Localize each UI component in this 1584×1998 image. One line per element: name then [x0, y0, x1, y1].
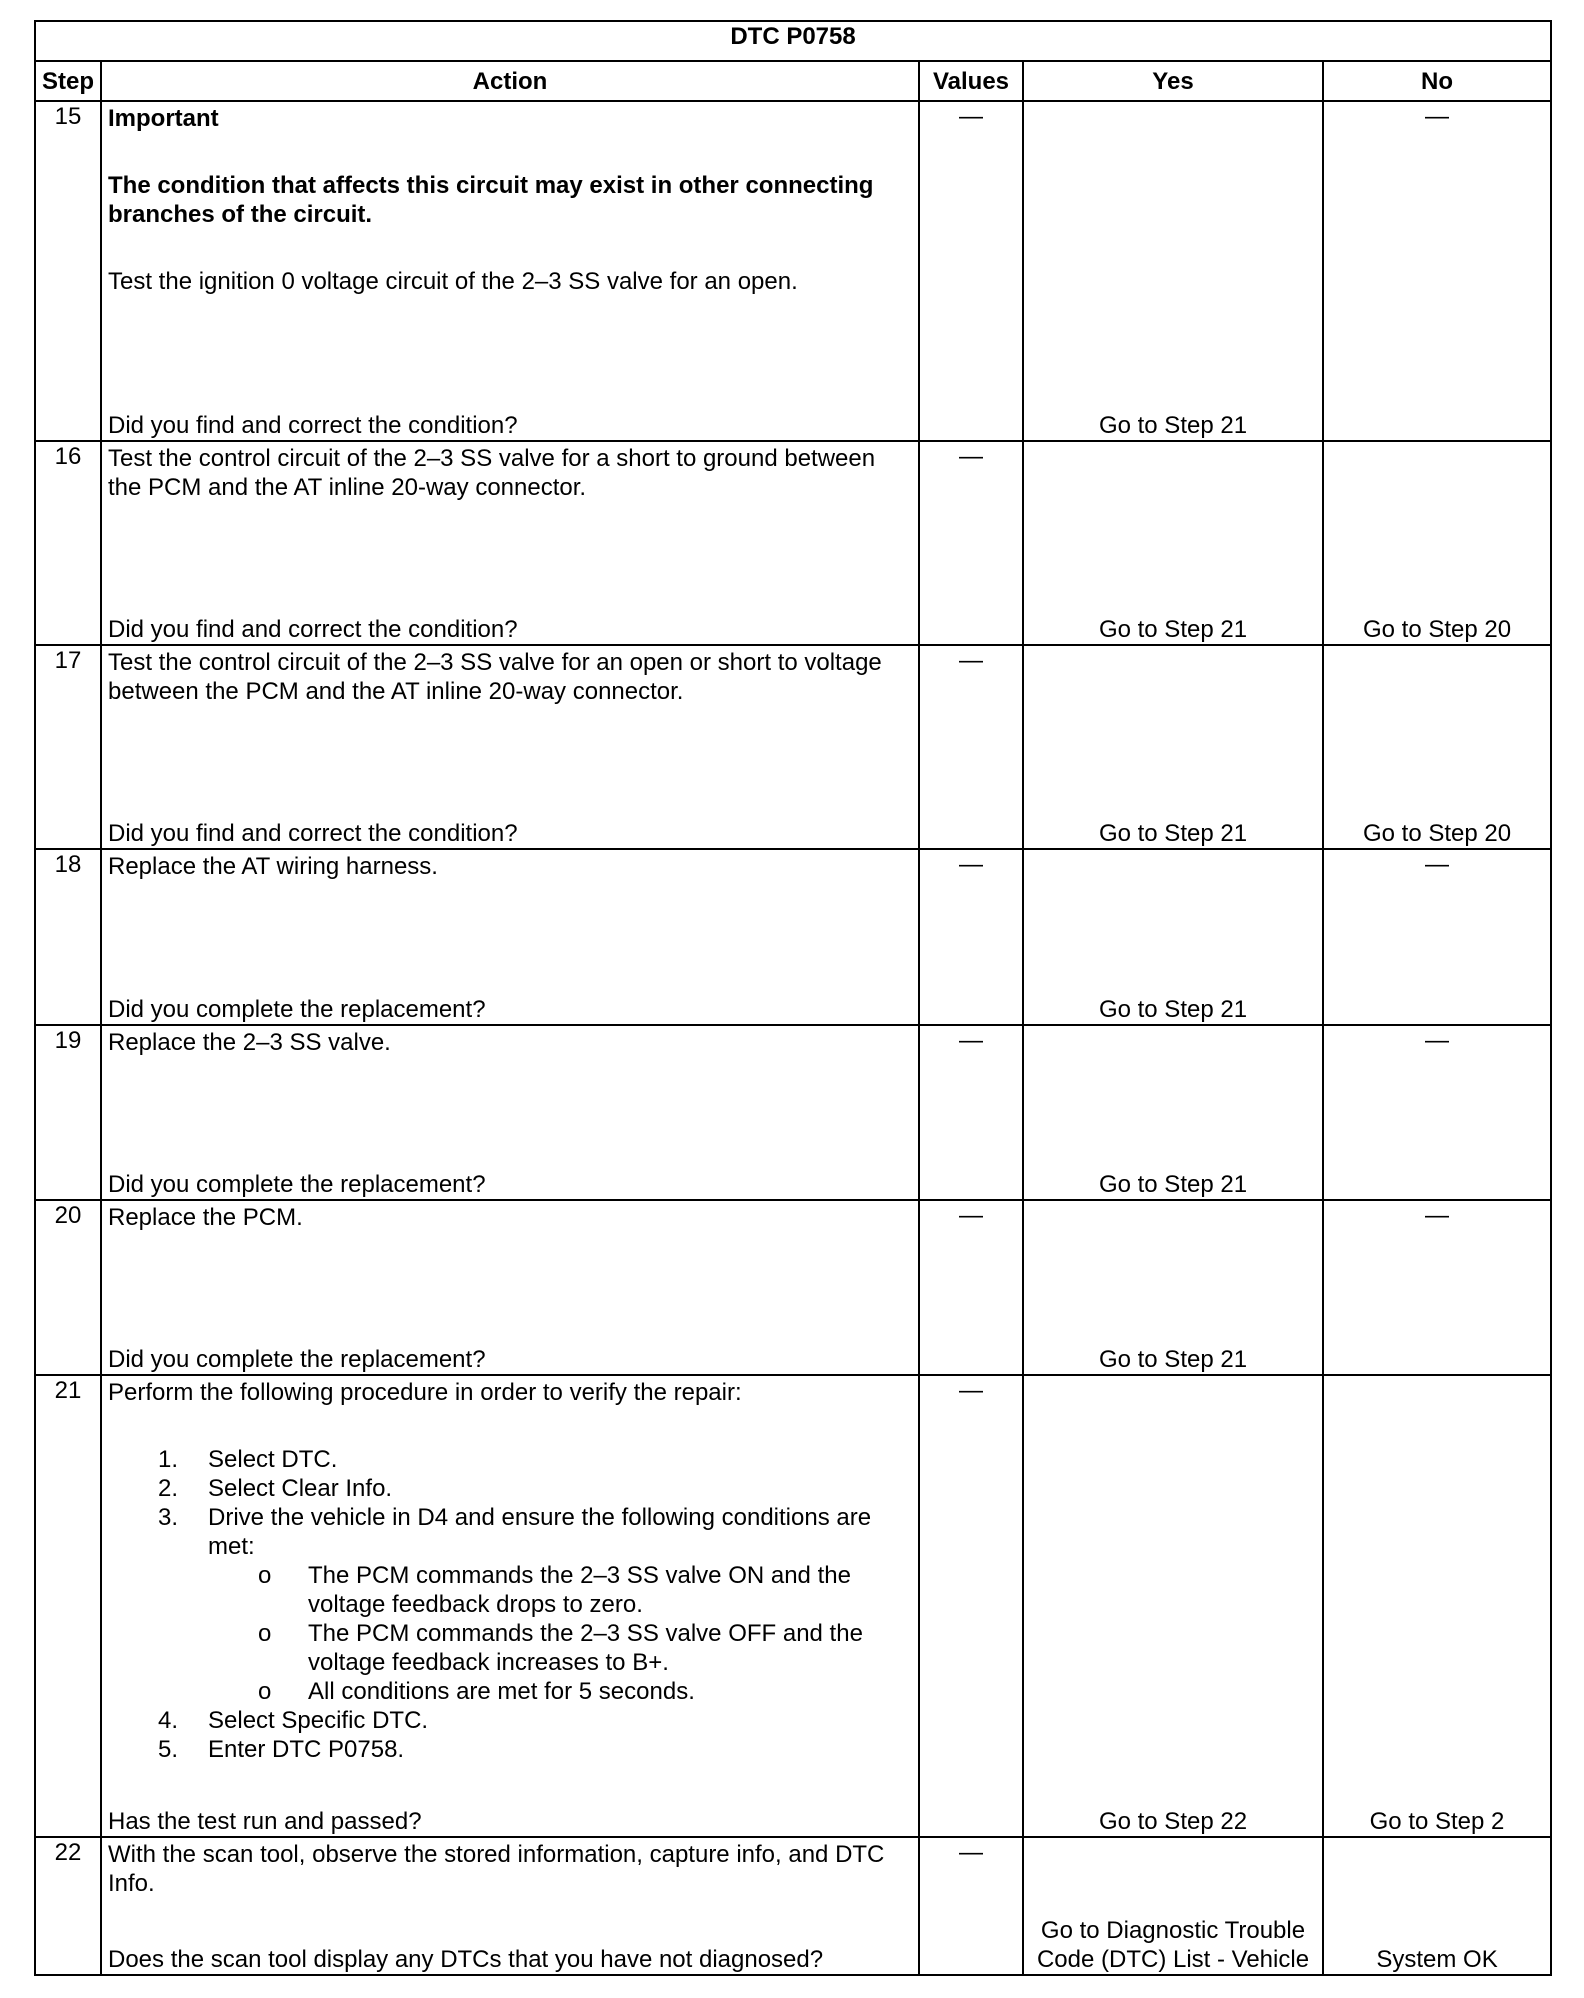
yes-cell: [1023, 645, 1323, 849]
condition-list: [208, 1561, 912, 1706]
table-row: [35, 645, 1551, 849]
no-cell: —: [1323, 1025, 1551, 1200]
list-item: 2. Select Clear Info.: [158, 1475, 393, 1502]
action-text: Test the ignition 0 voltage circuit of the 2–3 SS valve for an open.: [108, 268, 798, 295]
question-text: Did you complete the replacement?: [108, 1346, 486, 1373]
list-item: 4. Select Specific DTC.: [158, 1707, 429, 1734]
yes-text: Go to Step 21: [1098, 996, 1248, 1023]
yes-text: Go to Step 21: [1098, 820, 1248, 847]
yes-cell: [1023, 849, 1323, 1025]
value-cell: —: [919, 441, 1023, 645]
table-row: [35, 441, 1551, 645]
header-row: [35, 61, 1551, 101]
no-text: Go to Step 20: [1362, 616, 1512, 643]
table-row: [35, 849, 1551, 1025]
no-cell: [1323, 645, 1551, 849]
value-cell: —: [919, 645, 1023, 849]
table-row: [35, 1200, 1551, 1375]
list-item: o All conditions are met for 5 seconds.: [258, 1678, 695, 1705]
action-cell: [101, 1025, 919, 1200]
step-number: 20: [35, 1200, 101, 1375]
action-text: Replace the PCM.: [108, 1204, 303, 1231]
question-text: Did you find and correct the condition?: [108, 820, 518, 847]
question-text: Did you find and correct the condition?: [108, 616, 518, 643]
action-text: Perform the following procedure in order to verify the repair:: [108, 1379, 742, 1406]
header-step: Step: [35, 61, 101, 101]
no-cell: [1323, 441, 1551, 645]
no-cell: —: [1323, 1200, 1551, 1375]
header-yes: Yes: [1023, 61, 1323, 101]
yes-text: Go to Step 21: [1098, 1171, 1248, 1198]
yes-cell: [1023, 1837, 1323, 1975]
step-number: 16: [35, 441, 101, 645]
action-cell: [101, 1837, 919, 1975]
table-row: [35, 101, 1551, 441]
action-text: Test the control circuit of the 2–3 SS valve for a short to ground between the PCM and the AT inline 20-way connector.: [108, 445, 876, 501]
step-number: 18: [35, 849, 101, 1025]
question-text: Did you complete the replacement?: [108, 1171, 486, 1198]
list-item: 3. Drive the vehicle in D4 and ensure the following conditions are met: o The PCM commands the 2–3 SS valve ON and the voltage feedback drops to zero. o The PCM commands the 2–3 SS valve OFF and the voltage feedback increases to B+. o All conditions are met for 5 seconds.: [208, 1503, 912, 1706]
procedure-list: [108, 1445, 912, 1764]
header-values: Values: [919, 61, 1023, 101]
dtc-table: [34, 20, 1552, 1976]
important-notice: The condition that affects this circuit may exist in other connecting branches of the circuit.: [108, 172, 874, 228]
yes-cell: [1023, 1200, 1323, 1375]
list-item: 5. Enter DTC P0758.: [158, 1736, 405, 1763]
action-cell: [101, 1375, 919, 1837]
no-cell: [1323, 1375, 1551, 1837]
question-text: Did you complete the replacement?: [108, 996, 486, 1023]
action-cell: [101, 441, 919, 645]
action-text: Replace the 2–3 SS valve.: [108, 1029, 391, 1056]
value-cell: —: [919, 1837, 1023, 1975]
action-text: With the scan tool, observe the stored information, capture info, and DTC Info.: [108, 1841, 885, 1897]
yes-text: Go to Step 21: [1098, 1346, 1248, 1373]
question-text: Does the scan tool display any DTCs that you have not diagnosed?: [108, 1946, 824, 1973]
yes-text: Go to Step 22: [1098, 1808, 1248, 1835]
table-row: [35, 1375, 1551, 1837]
value-cell: —: [919, 1200, 1023, 1375]
yes-text: Go to Step 21: [1098, 616, 1248, 643]
question-text: Did you find and correct the condition?: [108, 412, 518, 439]
action-cell: [101, 849, 919, 1025]
value-cell: —: [919, 1025, 1023, 1200]
action-cell: [101, 1200, 919, 1375]
table-title: DTC P0758: [35, 21, 1551, 61]
value-cell: —: [919, 101, 1023, 441]
step-number: 15: [35, 101, 101, 441]
yes-text: Go to Step 21: [1098, 412, 1248, 439]
table-row: [35, 1025, 1551, 1200]
no-cell: [1323, 1837, 1551, 1975]
step-number: 21: [35, 1375, 101, 1837]
question-text: Has the test run and passed?: [108, 1808, 422, 1835]
table-row: [35, 1837, 1551, 1975]
step-number: 17: [35, 645, 101, 849]
yes-cell: [1023, 441, 1323, 645]
value-cell: —: [919, 1375, 1023, 1837]
no-text: Go to Step 2: [1369, 1808, 1505, 1835]
important-label: Important: [108, 105, 219, 132]
yes-cell: [1023, 1375, 1323, 1837]
yes-cell: [1023, 1025, 1323, 1200]
no-text: Go to Step 20: [1362, 820, 1512, 847]
value-cell: —: [919, 849, 1023, 1025]
header-no: No: [1323, 61, 1551, 101]
header-action: Action: [101, 61, 919, 101]
action-cell: [101, 101, 919, 441]
list-item: o The PCM commands the 2–3 SS valve ON and the voltage feedback drops to zero.: [258, 1562, 851, 1618]
action-cell: [101, 645, 919, 849]
no-text: System OK: [1376, 1946, 1498, 1973]
yes-cell: [1023, 101, 1323, 441]
list-item: o The PCM commands the 2–3 SS valve OFF and the voltage feedback increases to B+.: [258, 1620, 863, 1676]
yes-text: Go to Diagnostic Trouble Code (DTC) List - Vehicle: [1036, 1917, 1310, 1973]
action-text: Replace the AT wiring harness.: [108, 853, 438, 880]
no-cell: —: [1323, 101, 1551, 441]
step-number: 19: [35, 1025, 101, 1200]
no-cell: —: [1323, 849, 1551, 1025]
step-number: 22: [35, 1837, 101, 1975]
action-text: Test the control circuit of the 2–3 SS valve for an open or short to voltage between the PCM and the AT inline 20-way connector.: [108, 649, 882, 705]
list-item: 1. Select DTC.: [158, 1446, 338, 1473]
